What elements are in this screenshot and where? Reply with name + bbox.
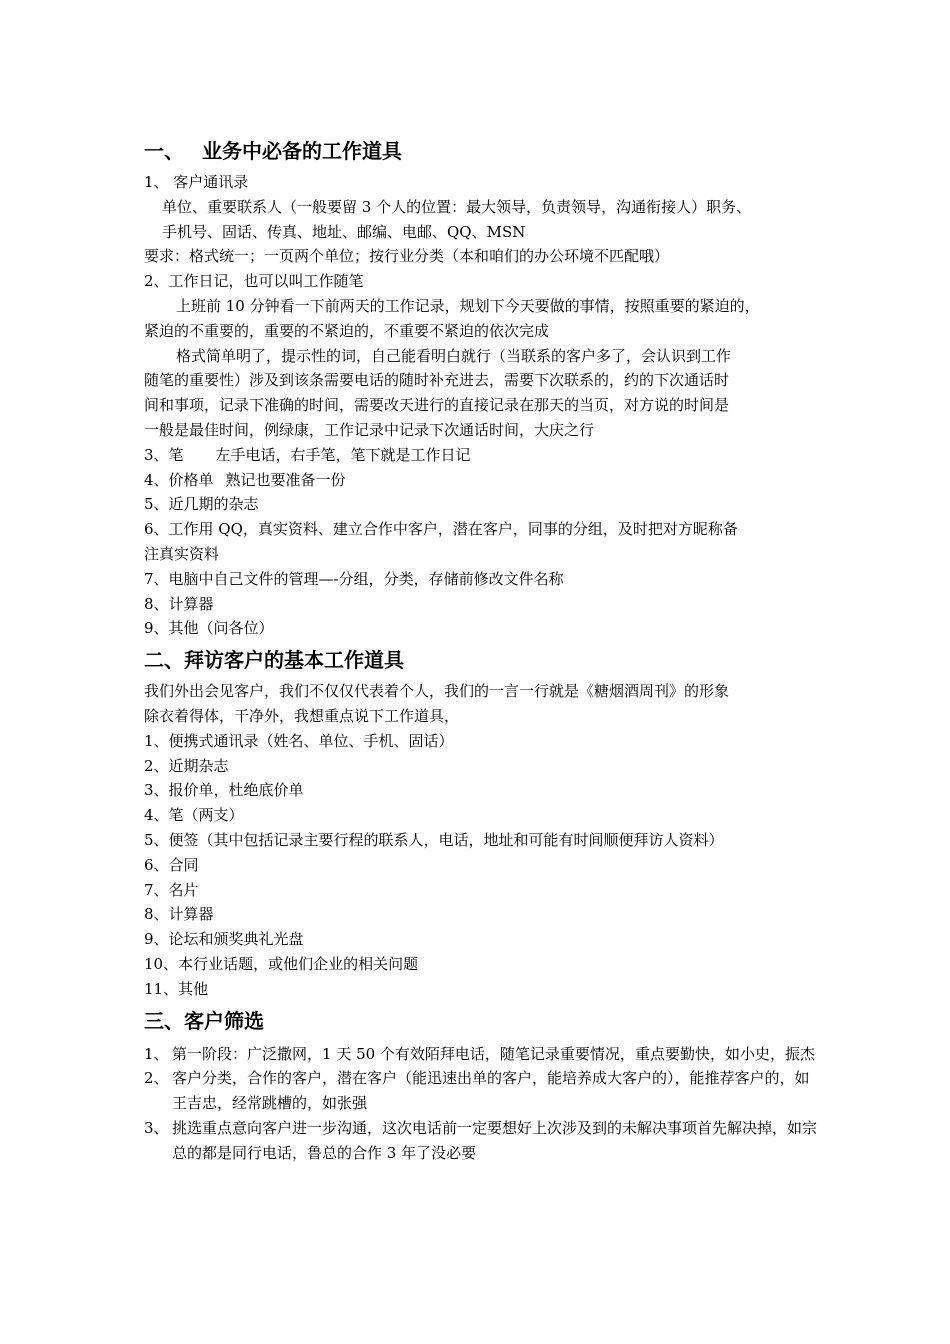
item-file-management: 7、电脑中自己文件的管理—-分组，分类，存储前修改文件名称 <box>144 569 564 588</box>
diary-text-2: 紧迫的不重要的，重要的不紧迫的，不重要不紧迫的依次完成 <box>144 321 550 340</box>
section-3-heading: 三、客户筛选 <box>144 1008 264 1033</box>
section-2-heading: 二、拜访客户的基本工作道具 <box>144 648 404 673</box>
contacts-detail-2: 手机号、固话、传真、地址、邮编、电邮、QQ、MSN <box>162 222 526 241</box>
diary-text-3: 格式简单明了，提示性的词，自己能看明白就行（当联系的客户多了，会认识到工作 <box>176 346 732 365</box>
visit-item-9: 9、论坛和颁奖典礼光盘 <box>144 930 304 949</box>
list-item <box>144 1042 820 1067</box>
visit-item-1: 1、便携式通讯录（姓名、单位、手机、固话） <box>144 731 454 750</box>
item-other: 9、其他（问各位） <box>144 619 274 638</box>
visit-item-11: 11、其他 <box>144 979 209 998</box>
screening-list <box>144 1042 820 1166</box>
price-text: 熟记也要准备一份 <box>225 470 346 489</box>
document-body <box>144 136 820 1165</box>
contacts-requirement: 要求：格式统一；一页两个单位；按行业分类（本和咱们的办公环境不匹配哦） <box>144 247 670 266</box>
item-pen <box>144 443 820 468</box>
diary-text-5: 间和事项，记录下准确的时间，需要改天进行的直接记录在那天的当页，对方说的时间是 <box>144 396 730 415</box>
work-qq-cont: 注真实资料 <box>144 544 220 563</box>
pen-text: 左手电话，右手笔，笔下就是工作日记 <box>215 445 471 464</box>
section-1-heading <box>144 136 820 166</box>
pen-label: 3、笔 <box>144 445 184 464</box>
section-1-title: 业务中必备的工作道具 <box>202 139 402 163</box>
list-item <box>144 1066 820 1116</box>
visit-intro-1: 我们外出会见客户，我们不仅仅代表着个人，我们的一言一行就是《糖烟酒周刊》的形象 <box>144 682 730 701</box>
list-item-number: 2、 <box>144 1069 169 1088</box>
section-1-number: 一、 <box>144 139 184 163</box>
visit-item-8: 8、计算器 <box>144 905 214 924</box>
list-item-number: 3、 <box>144 1118 169 1137</box>
list-item-text: 客户分类，合作的客户，潜在客户（能迅速出单的客户，能培养成大客户的），能推荐客户的，如王吉忠，经常跳槽的，如张强 <box>172 1069 810 1113</box>
list-item-text: 第一阶段：广泛撒网，1 天 50 个有效陌拜电话，随笔记录重要情况，重点要勤快，如小史，振杰 <box>172 1044 815 1063</box>
contacts-detail-1: 单位、重要联系人（一般要留 3 个人的位置：最大领导，负责领导，沟通衔接人）职务、 <box>162 197 752 216</box>
item-contacts: 1、 客户通讯录 <box>144 173 249 191</box>
list-item-number: 1、 <box>144 1044 169 1063</box>
item-calculator: 8、计算器 <box>144 594 214 613</box>
visit-item-2: 2、近期杂志 <box>144 756 229 775</box>
visit-item-4: 4、笔（两支） <box>144 806 244 825</box>
list-item <box>144 1116 820 1166</box>
visit-item-5: 5、便签（其中包括记录主要行程的联系人，电话，地址和可能有时间顺便拜访人资料） <box>144 830 724 849</box>
visit-item-6: 6、合同 <box>144 855 199 874</box>
item-magazines: 5、近几期的杂志 <box>144 495 259 514</box>
diary-text-1: 上班前 10 分钟看一下前两天的工作记录，规划下今天要做的事情，按照重要的紧迫的， <box>176 296 760 315</box>
list-item-text: 挑选重点意向客户进一步沟通，这次电话前一定要想好上次涉及到的未解决事项首先解决掉，如宗总的都是同行电话，鲁总的合作 3 年了没必要 <box>172 1118 818 1162</box>
visit-intro-2: 除衣着得体，干净外，我想重点说下工作道具， <box>144 706 460 725</box>
price-label: 4、价格单 <box>144 470 214 489</box>
diary-text-4: 随笔的重要性）涉及到该条需要电话的随时补充进去，需要下次联系的，约的下次通话时 <box>144 371 730 390</box>
item-work-diary: 2、工作日记，也可以叫工作随笔 <box>144 272 364 291</box>
visit-item-3: 3、报价单，杜绝底价单 <box>144 781 304 800</box>
visit-item-10: 10、本行业话题，或他们企业的相关问题 <box>144 954 419 973</box>
item-price-list <box>144 468 820 493</box>
item-work-qq: 6、工作用 QQ，真实资料、建立合作中客户，潜在客户，同事的分组，及时把对方昵称备 <box>144 520 738 539</box>
diary-text-6: 一般是最佳时间，例绿康，工作记录中记录下次通话时间，大庆之行 <box>144 420 595 439</box>
visit-item-7: 7、名片 <box>144 880 199 899</box>
